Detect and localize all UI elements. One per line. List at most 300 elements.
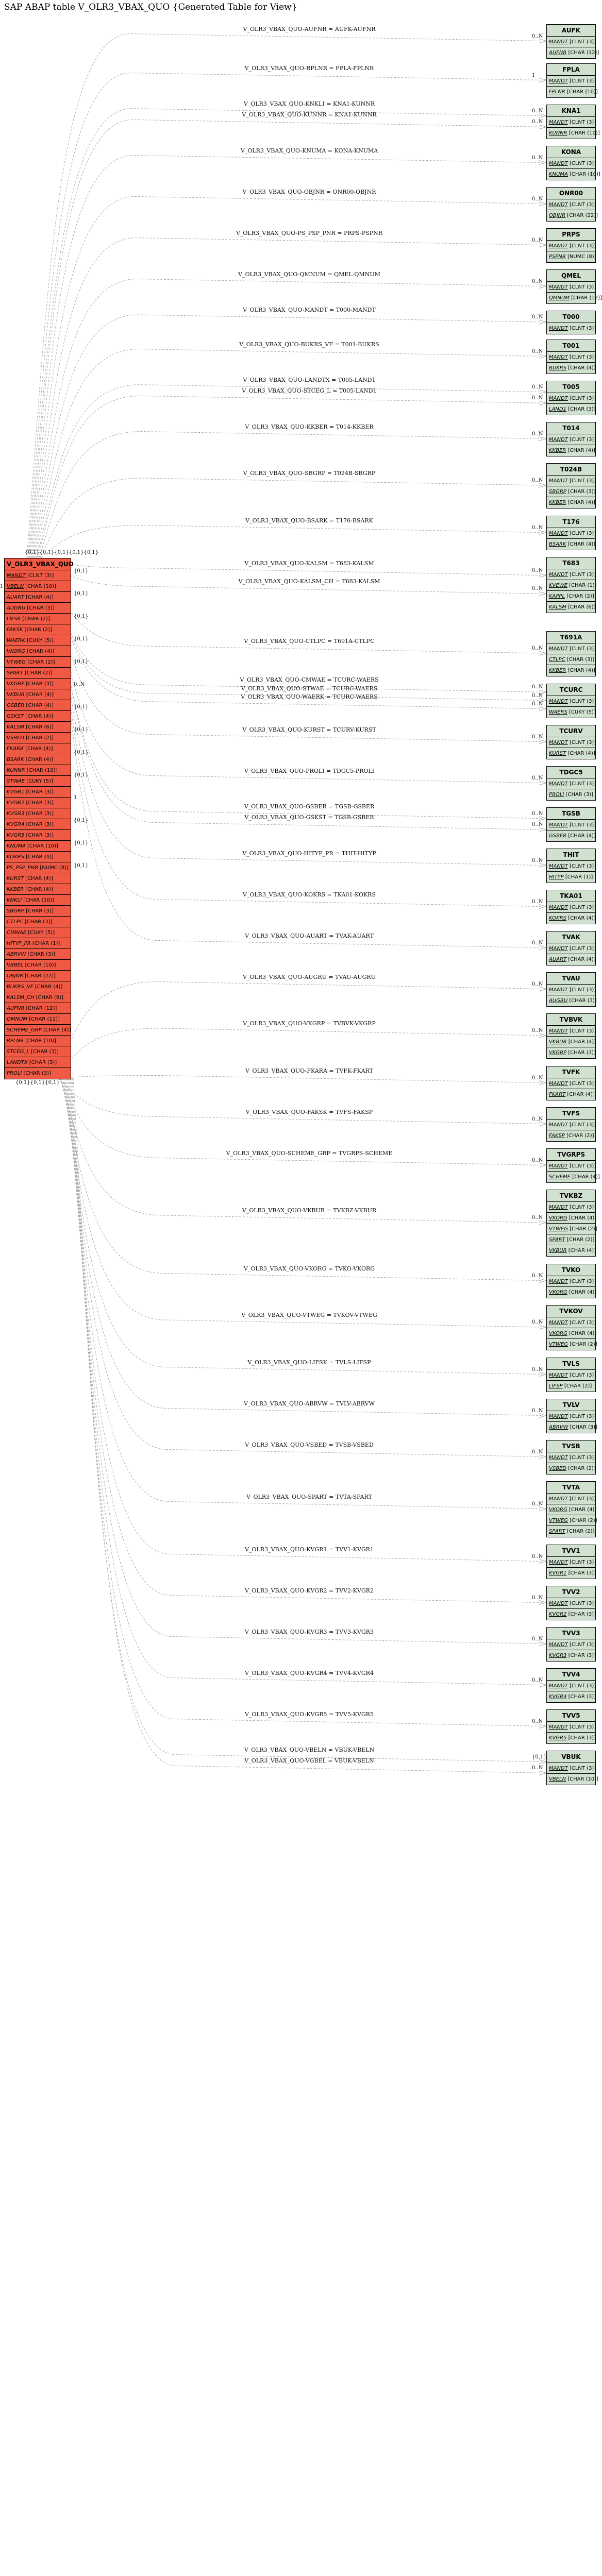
- relation-label: V_OLR3_VBAX_QUO-KNUMA = KONA-KNUMA: [240, 147, 378, 154]
- edge-arrowhead: [539, 946, 546, 950]
- field-type: [CHAR (2)]: [567, 1518, 597, 1523]
- field-name: LANDTX: [7, 1060, 28, 1065]
- field-name: MANDT: [549, 478, 568, 484]
- table-field: [547, 1037, 595, 1047]
- field-name: MANDT: [549, 1766, 568, 1771]
- field-type: [CHAR (3)]: [24, 681, 54, 687]
- table-field: [5, 754, 71, 765]
- table-field: [547, 1089, 595, 1100]
- ref-table-prps: [546, 228, 596, 263]
- target-cardinality: 0..N: [532, 431, 543, 437]
- target-cardinality: 0..N: [532, 646, 543, 651]
- field-type: [CHAR (4)]: [566, 448, 595, 453]
- field-name: MANDT: [549, 699, 568, 704]
- edge-arrowhead: [539, 827, 546, 832]
- field-name: KKBER: [7, 887, 24, 892]
- field-type: [CHAR (3)]: [566, 1570, 596, 1576]
- field-name: MANDT: [549, 781, 568, 787]
- field-type: [CUKY (5)]: [25, 778, 53, 784]
- field-type: [CLNT (3)]: [567, 1372, 596, 1378]
- target-cardinality: 0..N: [532, 1408, 543, 1414]
- ref-table-tvko: [546, 1264, 596, 1298]
- table-field: [547, 820, 595, 831]
- relation-edge: [38, 396, 542, 558]
- table-field: [5, 1068, 71, 1079]
- field-name: FKARA: [7, 746, 24, 752]
- field-type: [CLNT (3)]: [567, 863, 596, 869]
- ref-table-tvsb: [546, 1440, 596, 1475]
- source-cardinality: {0,1}: [74, 659, 89, 665]
- field-type: [CHAR (2)]: [567, 1226, 597, 1232]
- table-field: [547, 1526, 595, 1537]
- table-field: [547, 199, 595, 210]
- field-name: MANDT: [549, 1724, 568, 1730]
- field-type: [CLNT (3)]: [567, 1455, 596, 1461]
- field-type: [CHAR (4)]: [567, 1331, 597, 1336]
- target-cardinality: 0..N: [532, 822, 543, 828]
- field-type: [CLNT (3)]: [567, 531, 596, 536]
- table-name: TVFS: [547, 1108, 595, 1120]
- ref-table-t000: [546, 311, 596, 334]
- field-type: [CLNT (3)]: [567, 822, 596, 828]
- table-name: TVTA: [547, 1482, 595, 1494]
- field-name: KVGR2: [549, 1612, 567, 1617]
- field-type: [CHAR (2)]: [565, 1237, 595, 1243]
- table-field: [547, 872, 595, 883]
- field-type: [CHAR (3)]: [566, 1694, 596, 1700]
- target-cardinality: 0..N: [532, 899, 543, 905]
- field-name: MANDT: [549, 1372, 568, 1378]
- ref-table-tka01: [546, 890, 596, 924]
- field-type: [CHAR (4)]: [23, 746, 53, 752]
- field-name: AUGRU: [549, 998, 568, 1004]
- ref-table-tvv4: [546, 1668, 596, 1703]
- source-cardinality: {0,1}: [74, 704, 89, 710]
- field-name: OBJNR: [549, 213, 566, 218]
- edge-arrowhead: [539, 1760, 546, 1764]
- target-cardinality: 0..N: [532, 196, 543, 202]
- ref-table-tvlv: [546, 1399, 596, 1433]
- edge-arrowhead: [539, 1724, 546, 1728]
- target-cardinality: 0..N: [532, 1765, 543, 1771]
- ref-table-tvta: [546, 1481, 596, 1537]
- field-name: WAERK: [7, 638, 26, 643]
- target-cardinality: 0..N: [532, 1449, 543, 1455]
- field-type: [CHAR (3)]: [566, 1653, 596, 1658]
- field-type: [CHAR (2)]: [564, 1133, 594, 1139]
- ref-table-tdgc5: [546, 766, 596, 801]
- field-type: [CLNT (3)]: [567, 1601, 596, 1606]
- field-name: SBGRP: [7, 908, 24, 914]
- table-field: [547, 1515, 595, 1526]
- ref-table-tcurv: [546, 725, 596, 759]
- table-field: [547, 1213, 595, 1224]
- relation-edge: [29, 109, 542, 558]
- table-field: [547, 1452, 595, 1463]
- relation-label: V_OLR3_VBAX_QUO-VSBED = TVSB-VSBED: [245, 1441, 374, 1448]
- field-name: MANDT: [549, 905, 568, 910]
- target-cardinality: 0..N: [532, 108, 543, 114]
- ref-table-tvls: [546, 1358, 596, 1392]
- table-field: [547, 1557, 595, 1568]
- field-type: [CHAR (2)]: [565, 594, 594, 599]
- relation-edge: [39, 432, 542, 558]
- relation-label: V_OLR3_VBAX_QUO-CTLPC = T691A-CTLPC: [244, 638, 375, 645]
- field-name: VBBEL: [7, 962, 24, 968]
- table-name: TVV5: [547, 1710, 595, 1722]
- table-field: [5, 733, 71, 743]
- field-name: KURST: [7, 876, 24, 882]
- table-field: [547, 591, 595, 602]
- relation-label: V_OLR3_VBAX_QUO-RPLNR = FPLA-FPLNR: [244, 64, 374, 72]
- table-name: T005: [547, 381, 595, 393]
- field-type: [CHAR (3)]: [566, 1050, 596, 1056]
- relation-label: V_OLR3_VBAX_QUO-LIFSK = TVLS-LIFSP: [247, 1359, 371, 1366]
- field-name: KAPPL: [549, 594, 565, 599]
- relation-label: V_OLR3_VBAX_QUO-KUNNR = KNA1-KUNNR: [242, 111, 377, 118]
- table-field: [547, 282, 595, 293]
- field-name: STWAE: [7, 778, 25, 784]
- field-type: [CHAR (1)]: [30, 941, 60, 946]
- field-type: [CLNT (3)]: [567, 946, 596, 952]
- table-field: [547, 1639, 595, 1650]
- field-name: MANDT: [549, 161, 568, 166]
- target-cardinality: 0..N: [532, 395, 543, 401]
- field-name: RPLNR: [7, 1038, 24, 1044]
- field-type: [CLNT (3)]: [567, 740, 596, 745]
- target-cardinality: 0..N: [532, 478, 543, 483]
- edge-arrowhead: [539, 401, 546, 405]
- field-name: MANDT: [549, 202, 568, 208]
- field-name: BUKRS: [549, 365, 567, 371]
- table-field: [547, 241, 595, 251]
- relation-label: V_OLR3_VBAX_QUO-KALSM_CH = T683-KALSM: [238, 578, 380, 585]
- target-cardinality: 0..N: [532, 1319, 543, 1325]
- table-field: [547, 995, 595, 1006]
- field-name: VKBUR: [7, 692, 25, 698]
- field-type: [CHAR (10)]: [22, 897, 55, 903]
- table-field: [547, 954, 595, 965]
- field-type: [CHAR (2)]: [23, 627, 53, 633]
- field-type: [CUKY (5)]: [26, 930, 55, 936]
- relation-edge: [72, 1078, 542, 1765]
- field-name: CTLPC: [549, 657, 565, 663]
- field-name: VTWEG: [549, 1342, 568, 1347]
- relation-label: V_OLR3_VBAX_QUO-OBJNR = ONR00-OBJNR: [242, 188, 376, 195]
- field-name: KVGR4: [549, 1694, 567, 1700]
- relation-label: V_OLR3_VBAX_QUO-KVGR4 = TVV4-KVGR4: [245, 1669, 374, 1676]
- field-name: MANDT: [549, 1601, 568, 1606]
- field-type: [CLNT (3)]: [567, 478, 596, 484]
- relation-label: V_OLR3_VBAX_QUO-PROLI = TDGC5-PROLI: [244, 767, 375, 774]
- field-type: [CHAR (3)]: [27, 1060, 57, 1065]
- field-type: [CHAR (3)]: [23, 919, 53, 925]
- relation-edge: [57, 1076, 542, 1083]
- edge-arrowhead: [539, 437, 546, 441]
- field-type: [CHAR (4)]: [33, 984, 63, 990]
- field-name: VKGRP: [549, 1050, 567, 1056]
- table-field: [547, 696, 595, 707]
- field-name: KNUMA: [7, 843, 26, 849]
- field-type: [CHAR (6)]: [566, 604, 596, 610]
- field-name: VBELN: [7, 584, 24, 589]
- field-type: [CLNT (3)]: [567, 39, 596, 45]
- field-type: [CLNT (3)]: [567, 905, 596, 910]
- table-field: [547, 707, 595, 718]
- table-field: [5, 765, 71, 776]
- field-type: [CLNT (3)]: [567, 1028, 596, 1034]
- field-name: FPLNR: [549, 89, 565, 95]
- field-name: MANDT: [549, 822, 568, 828]
- field-name: SCHEME: [549, 1174, 571, 1180]
- table-field: [547, 323, 595, 334]
- field-type: [CHAR (4)]: [566, 957, 596, 962]
- field-name: MANDT: [549, 987, 568, 993]
- field-type: [CHAR (10)]: [23, 962, 56, 968]
- table-field: [5, 1014, 71, 1025]
- target-cardinality: 0..N: [532, 1718, 543, 1724]
- field-name: MANDT: [549, 396, 568, 401]
- field-type: [CLNT (3)]: [567, 1122, 596, 1128]
- table-field: [547, 1494, 595, 1504]
- field-name: GSBER: [549, 833, 567, 839]
- field-name: KNKLI: [7, 897, 22, 903]
- field-type: [CLNT (3)]: [567, 161, 596, 166]
- source-cardinality: {0,1}{0,1}{0,1}: [15, 1080, 60, 1086]
- field-name: AUART: [549, 957, 567, 962]
- table-field: [547, 210, 598, 221]
- ref-table-tvkov: [546, 1305, 596, 1350]
- field-name: OBJNR: [7, 973, 24, 979]
- field-name: VTWEG: [7, 659, 26, 665]
- relation-label: V_OLR3_VBAX_QUO-PS_PSP_PNR = PRPS-PSPNR: [236, 229, 383, 236]
- table-name: ONR00: [547, 188, 595, 199]
- field-name: CTLPC: [7, 919, 23, 925]
- table-name: TGSB: [547, 808, 595, 820]
- field-type: [CHAR (4)]: [566, 541, 596, 547]
- source-cardinality: {0,1}: [74, 840, 89, 846]
- table-field: [547, 1130, 595, 1141]
- field-name: CMWAE: [7, 930, 27, 936]
- table-field: [547, 1650, 595, 1661]
- table-field: [547, 985, 595, 995]
- source-cardinality: {0,1}: [74, 750, 89, 755]
- table-field: [547, 1609, 595, 1620]
- table-field: [547, 1722, 595, 1733]
- field-type: [CHAR (4)]: [24, 887, 53, 892]
- table-field: [547, 943, 595, 954]
- source-cardinality: {0,1}: [74, 614, 89, 619]
- ref-table-aufk: [546, 24, 599, 59]
- relation-edge: [73, 1078, 542, 1773]
- relation-label: V_OLR3_VBAX_QUO-KNKLI = KNA1-KUNNR: [243, 100, 375, 107]
- source-cardinality: 1: [0, 584, 4, 589]
- table-name: TVLS: [547, 1358, 595, 1370]
- field-type: [CHAR (3)]: [565, 657, 595, 663]
- target-cardinality: 0..N: [532, 567, 543, 573]
- table-field: [547, 1370, 595, 1381]
- relation-label: V_OLR3_VBAX_QUO-GSKST = TGSB-GSBER: [244, 814, 374, 821]
- relation-edge: [31, 156, 542, 558]
- field-name: ABRVW: [549, 1425, 568, 1430]
- field-name: KURST: [549, 751, 566, 756]
- table-field: [547, 778, 595, 789]
- field-type: [CLNT (3)]: [567, 699, 596, 704]
- field-name: VKGRP: [7, 681, 25, 687]
- ref-table-tvkbz: [546, 1190, 596, 1257]
- field-type: [CHAR (12)]: [27, 1016, 60, 1022]
- target-cardinality: 0..N: [532, 155, 543, 161]
- field-type: [CLNT (3)]: [567, 1496, 596, 1502]
- relation-label: V_OLR3_VBAX_QUO-ABRVW = TVLV-ABRVW: [244, 1400, 375, 1407]
- field-type: [CHAR (22)]: [23, 973, 56, 979]
- field-name: KUNNR: [549, 130, 567, 136]
- relation-label: V_OLR3_VBAX_QUO-CMWAE = TCURC-WAERS: [240, 676, 379, 684]
- source-cardinality: 1: [74, 795, 77, 801]
- edge-arrowhead: [539, 1372, 546, 1377]
- table-field: [547, 434, 595, 445]
- relation-label: V_OLR3_VBAX_QUO-AUART = TVAK-AUART: [245, 932, 374, 939]
- field-name: PSPNR: [549, 254, 566, 260]
- field-type: [CLNT (3)]: [567, 1205, 596, 1210]
- table-name: FPLA: [547, 64, 595, 76]
- table-field: [547, 47, 599, 58]
- table-field: [547, 789, 595, 800]
- table-name: TKA01: [547, 890, 595, 902]
- table-field: [5, 927, 71, 938]
- table-field: [5, 895, 71, 906]
- table-field: [547, 1224, 595, 1234]
- table-name: TVKBZ: [547, 1190, 595, 1202]
- table-field: [5, 668, 71, 679]
- field-type: [CHAR (4)]: [565, 1092, 595, 1097]
- target-cardinality: 0..N: [532, 1501, 543, 1507]
- field-type: [CLNT (3)]: [567, 572, 596, 578]
- table-field: [5, 960, 71, 971]
- field-name: VTWEG: [549, 1518, 568, 1523]
- edge-arrowhead: [539, 390, 546, 394]
- field-name: WAERS: [549, 709, 567, 715]
- table-name: TVSB: [547, 1440, 595, 1452]
- table-field: [547, 1568, 595, 1579]
- field-type: [CHAR (4)]: [566, 751, 595, 756]
- target-cardinality: 0..N: [532, 348, 543, 354]
- target-cardinality: 0..N: [532, 857, 543, 863]
- relation-edge: [70, 1078, 542, 1685]
- field-type: [CLNT (3)]: [567, 1081, 596, 1087]
- field-type: [CHAR (1)]: [567, 583, 597, 588]
- table-field: [547, 404, 595, 415]
- field-name: AUFNR: [549, 50, 567, 56]
- table-field: [547, 602, 595, 613]
- ref-table-t691a: [546, 631, 596, 676]
- field-type: [CHAR (3)]: [24, 908, 54, 914]
- ref-table-thit: [546, 849, 596, 883]
- table-name: TVGRPS: [547, 1149, 595, 1161]
- table-field: [5, 624, 71, 635]
- field-type: [CLNT (3)]: [567, 243, 596, 249]
- relation-edge: [58, 1078, 542, 1124]
- target-cardinality: 0..N: [532, 1157, 543, 1163]
- field-name: QMNUM: [549, 295, 570, 301]
- field-type: [CHAR (3)]: [566, 489, 596, 495]
- table-field: [5, 581, 71, 592]
- source-cardinality: {0,1}: [74, 727, 89, 733]
- ref-table-t176: [546, 516, 596, 550]
- source-cardinality: {0,1}: [74, 636, 89, 642]
- table-field: [5, 711, 71, 722]
- target-cardinality: 0..N: [532, 1028, 543, 1033]
- field-type: [CHAR (10)]: [23, 1038, 56, 1044]
- field-name: BSARK: [7, 757, 24, 762]
- table-name: KONA: [547, 146, 595, 158]
- source-cardinality: {0,1}: [74, 591, 89, 597]
- ref-table-tvv5: [546, 1709, 596, 1744]
- table-field: [547, 1774, 599, 1785]
- field-type: [CLNT (3)]: [567, 326, 596, 331]
- field-name: QMNUM: [7, 1016, 27, 1022]
- edge-arrowhead: [539, 354, 546, 359]
- field-type: [CHAR (10)]: [25, 843, 58, 849]
- target-cardinality: 0..N: [532, 701, 543, 707]
- field-name: KVGR3: [7, 811, 25, 817]
- table-name: TVKOV: [547, 1306, 595, 1317]
- field-type: [CHAR (4)]: [567, 1215, 597, 1221]
- field-type: [CHAR (12)]: [566, 50, 599, 56]
- relation-edge: [49, 558, 542, 783]
- relation-label: V_OLR3_VBAX_QUO-MANDT = T000-MANDT: [243, 307, 376, 313]
- field-type: [CHAR (3)]: [24, 789, 54, 795]
- field-name: MANDT: [549, 740, 568, 745]
- field-type: [CHAR (1)]: [563, 874, 593, 880]
- field-type: [CLNT (3)]: [567, 1414, 596, 1419]
- field-name: KVGR1: [549, 1570, 567, 1576]
- table-field: [5, 679, 71, 689]
- field-name: MANDT: [549, 646, 568, 652]
- edge-arrowhead: [539, 114, 546, 118]
- field-name: VKBUR: [549, 1248, 567, 1253]
- table-field: [547, 251, 595, 262]
- table-field: [547, 1026, 595, 1037]
- table-field: [5, 841, 71, 852]
- table-field: [5, 1057, 71, 1068]
- ref-table-tcurc: [546, 684, 596, 718]
- relation-label: V_OLR3_VBAX_QUO-STWAE = TCURC-WAERS: [241, 685, 378, 692]
- target-cardinality: 0..N: [532, 1636, 543, 1642]
- table-field: [5, 787, 71, 798]
- field-type: [CHAR (4)]: [566, 1248, 596, 1253]
- edge-arrowhead: [539, 1163, 546, 1167]
- field-name: KALSM: [549, 604, 566, 610]
- field-name: SPART: [549, 1529, 565, 1534]
- table-name: TDGC5: [547, 767, 595, 778]
- table-name: QMEL: [547, 270, 595, 282]
- field-name: BUKRS_VF: [7, 984, 34, 990]
- field-type: [CLNT (3)]: [567, 1560, 596, 1565]
- edge-arrowhead: [539, 1081, 546, 1085]
- edge-arrowhead: [539, 320, 546, 324]
- field-name: VKORG: [549, 1331, 567, 1336]
- table-field: [547, 1763, 595, 1774]
- field-name: MANDT: [549, 243, 568, 249]
- table-field: [547, 363, 595, 374]
- table-field: [547, 76, 595, 87]
- ref-table-t024b: [546, 463, 596, 509]
- table-field: [547, 1339, 595, 1350]
- field-name: SPART: [7, 670, 23, 676]
- field-type: [CLNT (3)]: [567, 1163, 596, 1169]
- table-field: [5, 981, 71, 992]
